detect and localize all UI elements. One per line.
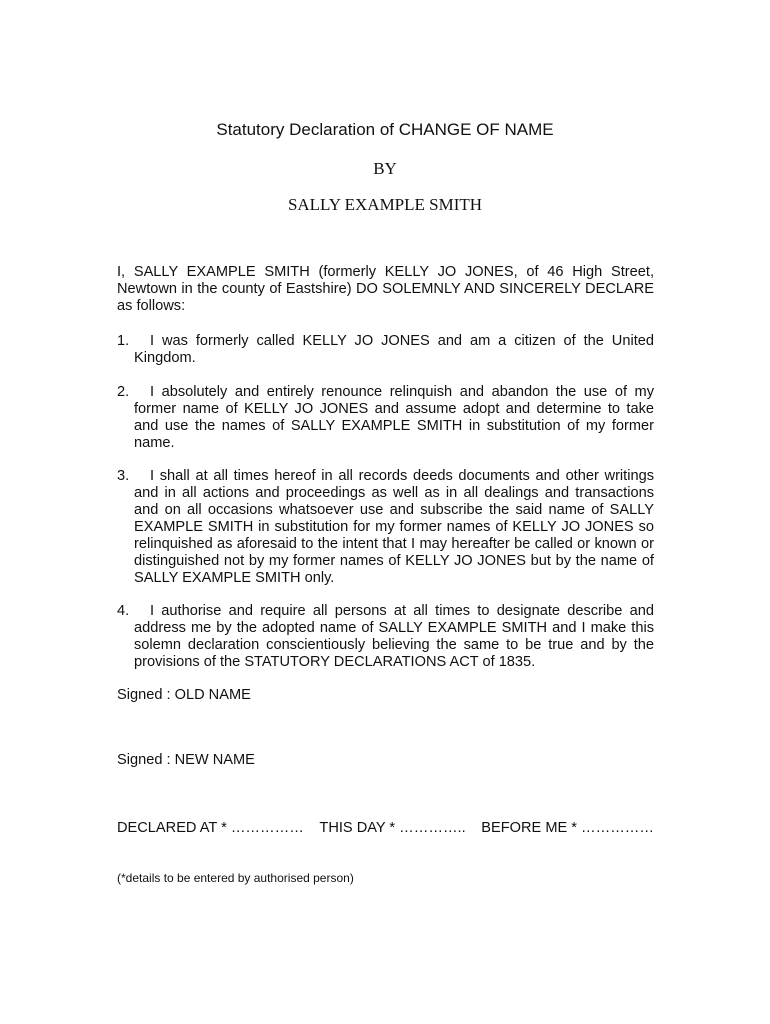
declared-at-field: DECLARED AT * …………… [117,820,304,836]
item-text: I authorise and require all persons at all times to designate describe and address me by the adopted name of SALLY EXAMPLE SMITH and I make this solemn declaration conscientiously believing the same to be true and by the provisions of the STATUTORY DECLARATIONS ACT of 1835. [134,603,654,670]
authorised-person-note: (*details to be entered by authorised person) [117,871,354,885]
item-number: 2. [117,384,130,400]
item-number: 3. [117,468,130,484]
by-line: BY [373,159,397,178]
declaration-item [117,468,654,587]
item-text: I was formerly called KELLY JO JONES and am a citizen of the United Kingdom. [134,333,654,366]
declaration-item [117,384,654,452]
intro-paragraph: I, SALLY EXAMPLE SMITH (formerly KELLY JO JONES, of 46 High Street, Newtown in the county of Eastshire) DO SOLEMNLY AND SINCERELY DECLARE as follows: [117,264,654,314]
before-me-field: BEFORE ME * …………… [481,820,654,836]
item-text: I absolutely and entirely renounce relinquish and abandon the use of my former name of KELLY JO JONES and assume adopt and determine to take and use the names of SALLY EXAMPLE SMITH in substitution of my former name. [134,384,654,451]
item-number: 1. [117,333,130,349]
document-title: Statutory Declaration of CHANGE OF NAME [216,120,554,139]
declaration-item [117,333,654,367]
item-number: 4. [117,603,130,619]
this-day-field: THIS DAY * ………….. [319,820,466,836]
declaration-details-line [117,820,654,837]
item-text: I shall at all times hereof in all records deeds documents and other writings and in all actions and proceedings as well as in all dealings and transactions and on all occasions whatsoever use and subscribe the said name of SALLY EXAMPLE SMITH in substitution for my former names of KELLY JO JONES so relinquished as aforesaid to the intent that I may hereafter be called or known or distinguished not by my former names of KELLY JO JONES but by the name of SALLY EXAMPLE SMITH only. [134,468,654,586]
signed-new-name: Signed : NEW NAME [117,752,255,768]
signed-old-name: Signed : OLD NAME [117,687,251,703]
declaration-item [117,603,654,671]
declarant-name: SALLY EXAMPLE SMITH [287,195,483,214]
